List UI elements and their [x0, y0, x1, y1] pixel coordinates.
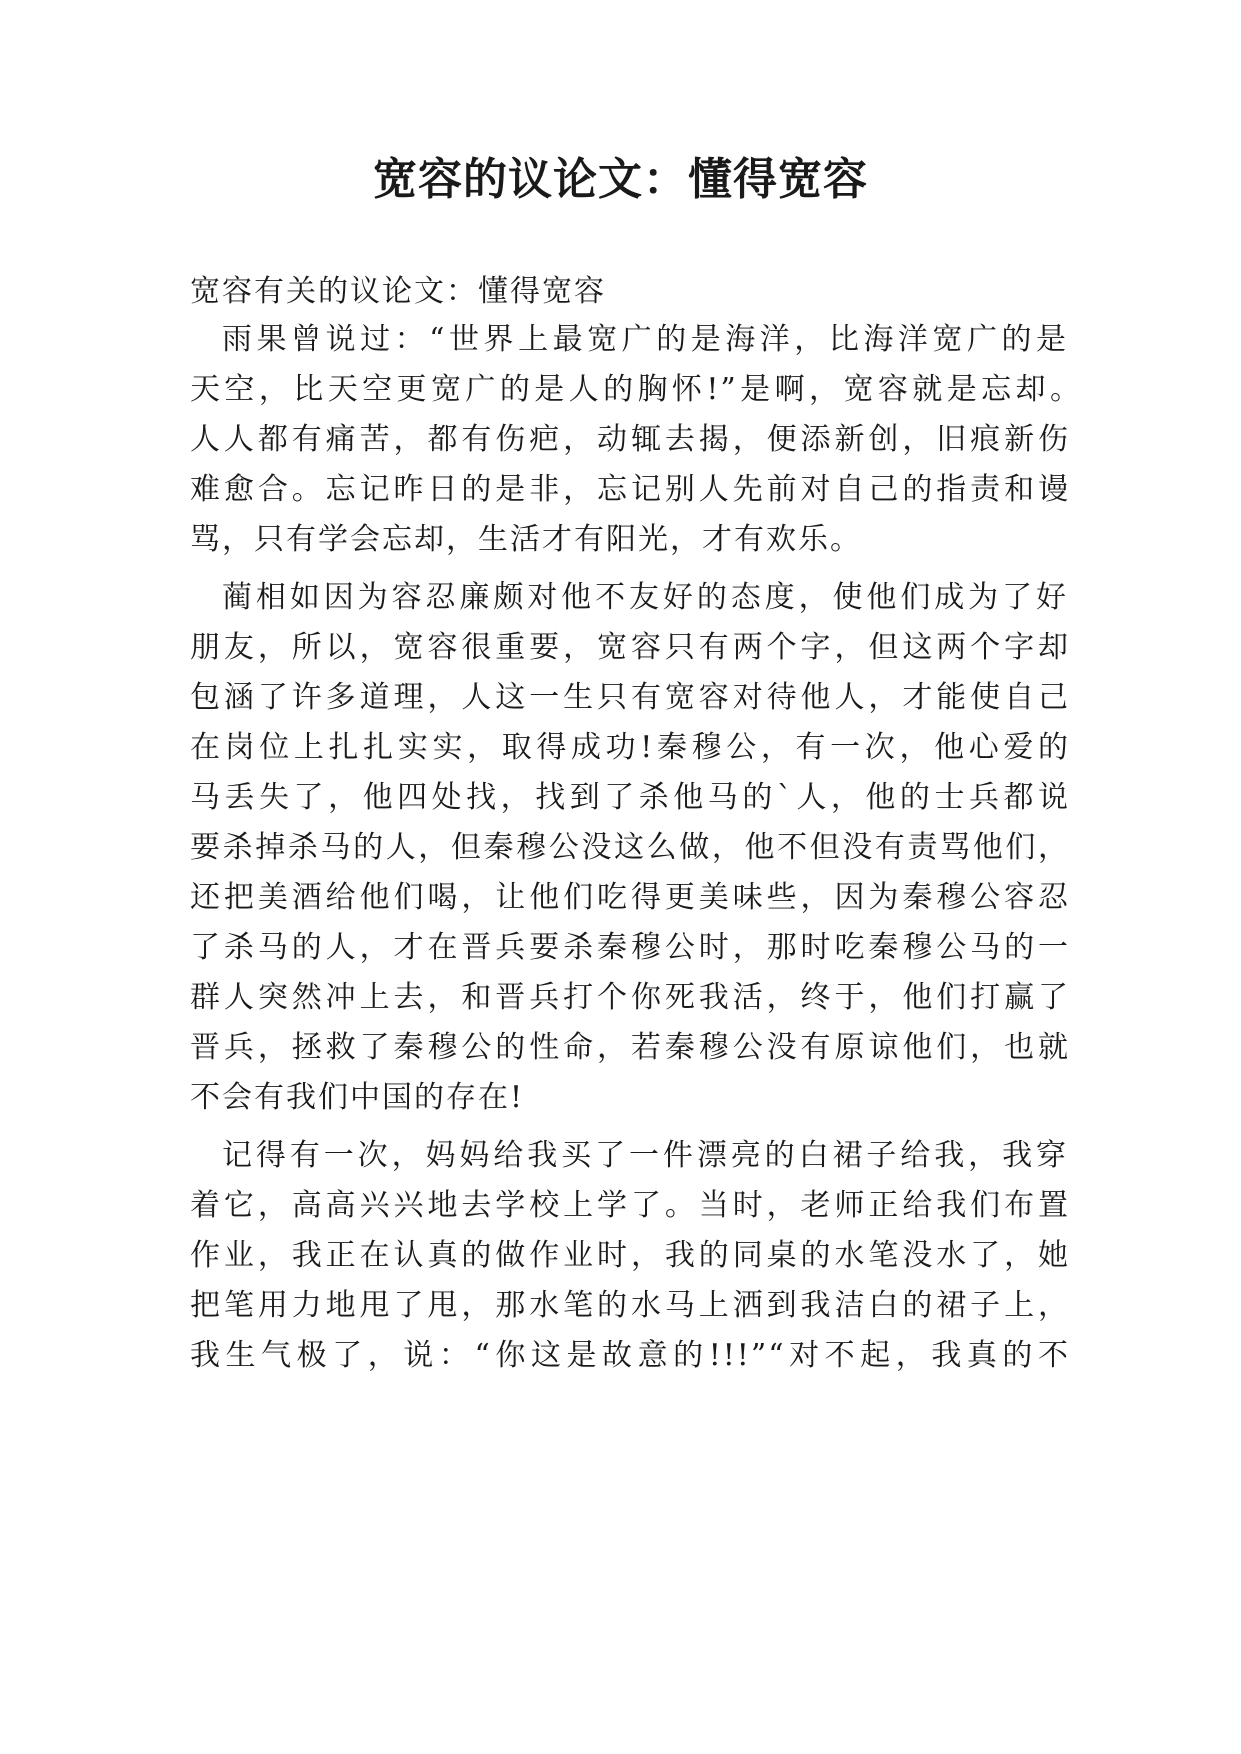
text-line: 蔺相如因为容忍廉颇对他不友好的态度，使他们成为了好 — [222, 580, 1068, 615]
text-line: 朋友，所以，宽容很重要，宽容只有两个字，但这两个字却 — [190, 630, 1070, 665]
text-line: 着它，高高兴兴地去学校上学了。当时，老师正给我们布置 — [190, 1188, 1070, 1223]
text-line: 我生气极了，说：“你这是故意的!!!”“对不起，我真的不 — [190, 1338, 1070, 1373]
text-line: 雨果曾说过：“世界上最宽广的是海洋，比海洋宽广的是 — [222, 322, 1068, 357]
text-line: 天空，比天空更宽广的是人的胸怀!”是啊，宽容就是忘却。 — [190, 372, 1082, 407]
text-line: 难愈合。忘记昨日的是非，忘记别人先前对自己的指责和谩 — [190, 472, 1070, 507]
text-line: 不会有我们中国的存在! — [190, 1080, 525, 1115]
text-line: 包涵了许多道理，人这一生只有宽容对待他人，才能使自己 — [190, 680, 1070, 715]
text-line: 还把美酒给他们喝，让他们吃得更美味些，因为秦穆公容忍 — [190, 880, 1070, 915]
text-line: 马丢失了，他四处找，找到了杀他马的`人，他的士兵都说 — [190, 780, 1070, 815]
text-line: 在岗位上扎扎实实，取得成功!秦穆公，有一次，他心爱的 — [190, 730, 1070, 765]
text-line: 作业，我正在认真的做作业时，我的同桌的水笔没水了，她 — [190, 1238, 1070, 1273]
text-line: 要杀掉杀马的人，但秦穆公没这么做，他不但没有责骂他们， — [190, 830, 1070, 865]
text-line: 人人都有痛苦，都有伤疤，动辄去揭，便添新创，旧痕新伤 — [190, 422, 1070, 457]
text-line: 群人突然冲上去，和晋兵打个你死我活，终于，他们打赢了 — [190, 980, 1070, 1015]
text-line: 把笔用力地甩了甩，那水笔的水马上洒到我洁白的裙子上， — [190, 1288, 1070, 1323]
text-line: 晋兵，拯救了秦穆公的性命，若秦穆公没有原谅他们，也就 — [190, 1030, 1070, 1065]
subtitle-line: 宽容有关的议论文：懂得宽容 — [190, 274, 606, 309]
text-line: 骂，只有学会忘却，生活才有阳光，才有欢乐。 — [190, 522, 862, 557]
document-title: 宽容的议论文：懂得宽容 — [373, 154, 868, 205]
text-line: 记得有一次，妈妈给我买了一件漂亮的白裙子给我，我穿 — [222, 1138, 1068, 1173]
text-line: 了杀马的人，才在晋兵要杀秦穆公时，那时吃秦穆公马的一 — [190, 930, 1070, 965]
